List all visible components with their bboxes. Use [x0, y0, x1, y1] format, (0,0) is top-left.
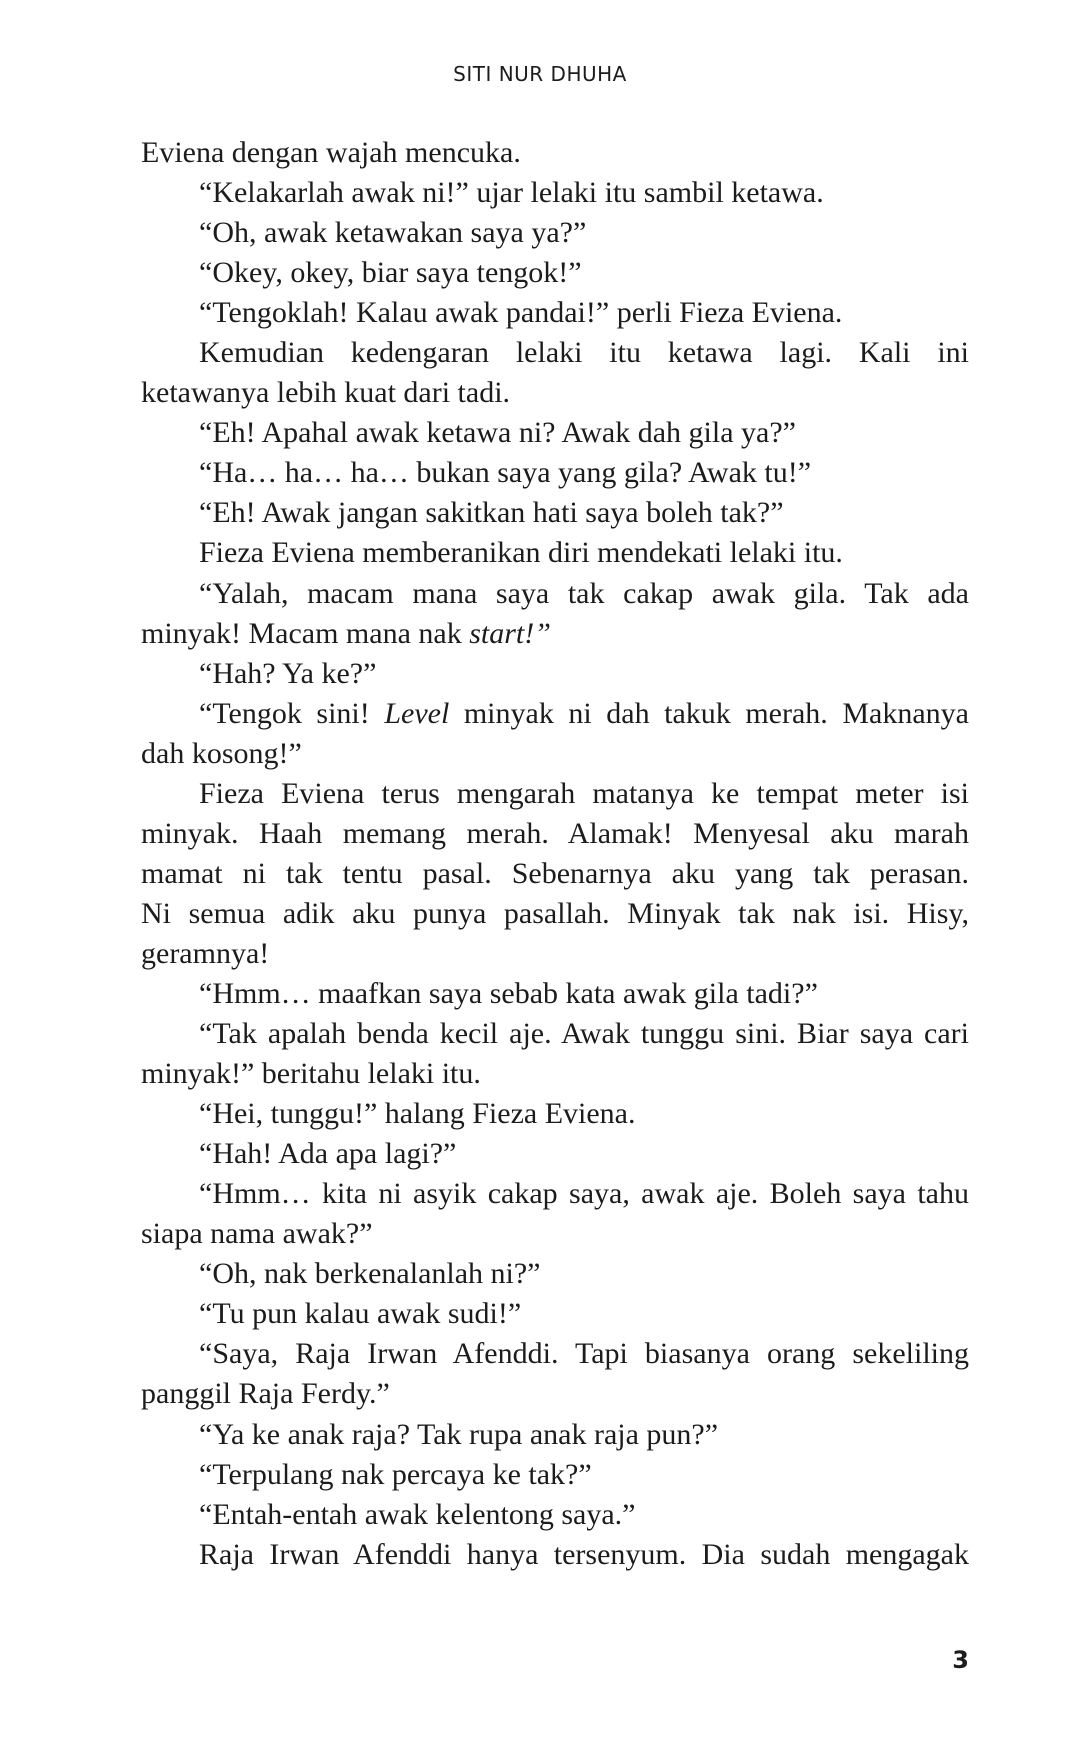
text-line: “Ha… ha… ha… bukan saya yang gila? Awak tu!” — [199, 456, 812, 490]
text-line: “Oh, awak ketawakan saya ya?” — [199, 216, 587, 250]
body-text — [141, 133, 969, 1575]
text-line: “Tu pun kalau awak sudi!” — [199, 1297, 522, 1331]
text-line: mamat ni tak tentu pasal. Sebenarnya aku yang tak perasan. — [141, 856, 969, 890]
text-line: “Tak apalah benda kecil aje. Awak tunggu sini. Biar saya cari — [199, 1017, 969, 1051]
text-line: dah kosong!” — [141, 736, 302, 770]
text-line-roman: “Tengok sini! — [199, 696, 385, 730]
text-line-italic: start!” — [469, 616, 551, 650]
text-line — [141, 694, 969, 734]
text-line: Ni semua adik aku punya pasallah. Minyak tak nak isi. Hisy, — [141, 896, 969, 930]
text-line: “Hmm… maafkan saya sebab kata awak gila tadi?” — [199, 976, 818, 1010]
text-line-italic: Level — [384, 696, 450, 730]
text-line: “Kelakarlah awak ni!” ujar lelaki itu sambil ketawa. — [199, 176, 824, 210]
text-line: “Hah? Ya ke?” — [199, 656, 377, 690]
text-line: minyak. Haah memang merah. Alamak! Menyesal aku marah — [141, 816, 969, 850]
text-line: Kemudian kedengaran lelaki itu ketawa lagi. Kali ini — [199, 336, 969, 370]
text-line: minyak!” beritahu lelaki itu. — [141, 1057, 481, 1091]
text-line: Fieza Eviena memberanikan diri mendekati lelaki itu. — [199, 536, 843, 570]
page-number: 3 — [952, 1646, 969, 1674]
text-line: “Eh! Apahal awak ketawa ni? Awak dah gila ya?” — [199, 416, 796, 450]
running-head-title: SITI NUR DHUHA — [453, 62, 627, 86]
text-line: Raja Irwan Afenddi hanya tersenyum. Dia sudah mengagak — [199, 1537, 969, 1571]
text-line: “Terpulang nak percaya ke tak?” — [199, 1457, 592, 1491]
text-line: panggil Raja Ferdy.” — [141, 1377, 390, 1411]
text-line: Eviena dengan wajah mencuka. — [141, 136, 521, 169]
text-line: “Saya, Raja Irwan Afenddi. Tapi biasanya orang sekeliling — [199, 1337, 969, 1371]
text-line: “Hei, tunggu!” halang Fieza Eviena. — [199, 1097, 636, 1131]
text-line-roman: minyak ni dah takuk merah. Maknanya — [449, 696, 969, 730]
text-line-roman: minyak! Macam mana nak — [141, 616, 470, 650]
text-line: ketawanya lebih kuat dari tadi. — [141, 376, 511, 410]
text-line: “Hmm… kita ni asyik cakap saya, awak aje. Boleh saya tahu — [199, 1177, 969, 1211]
text-line: “Yalah, macam mana saya tak cakap awak gila. Tak ada — [199, 576, 969, 610]
text-line: Fieza Eviena terus mengarah matanya ke tempat meter isi — [199, 776, 969, 810]
text-line: “Hah! Ada apa lagi?” — [199, 1137, 457, 1171]
text-line: siapa nama awak?” — [141, 1217, 373, 1251]
text-line: “Oh, nak berkenalanlah ni?” — [199, 1257, 541, 1291]
text-line: “Tengoklah! Kalau awak pandai!” perli Fieza Eviena. — [199, 296, 843, 330]
text-line: geramnya! — [141, 936, 270, 970]
text-line: “Eh! Awak jangan sakitkan hati saya boleh tak?” — [199, 496, 784, 530]
text-line: “Entah-entah awak kelentong saya.” — [199, 1497, 636, 1531]
text-line: “Ya ke anak raja? Tak rupa anak raja pun?” — [199, 1417, 719, 1451]
text-line — [141, 614, 969, 654]
text-line: “Okey, okey, biar saya tengok!” — [199, 256, 582, 290]
